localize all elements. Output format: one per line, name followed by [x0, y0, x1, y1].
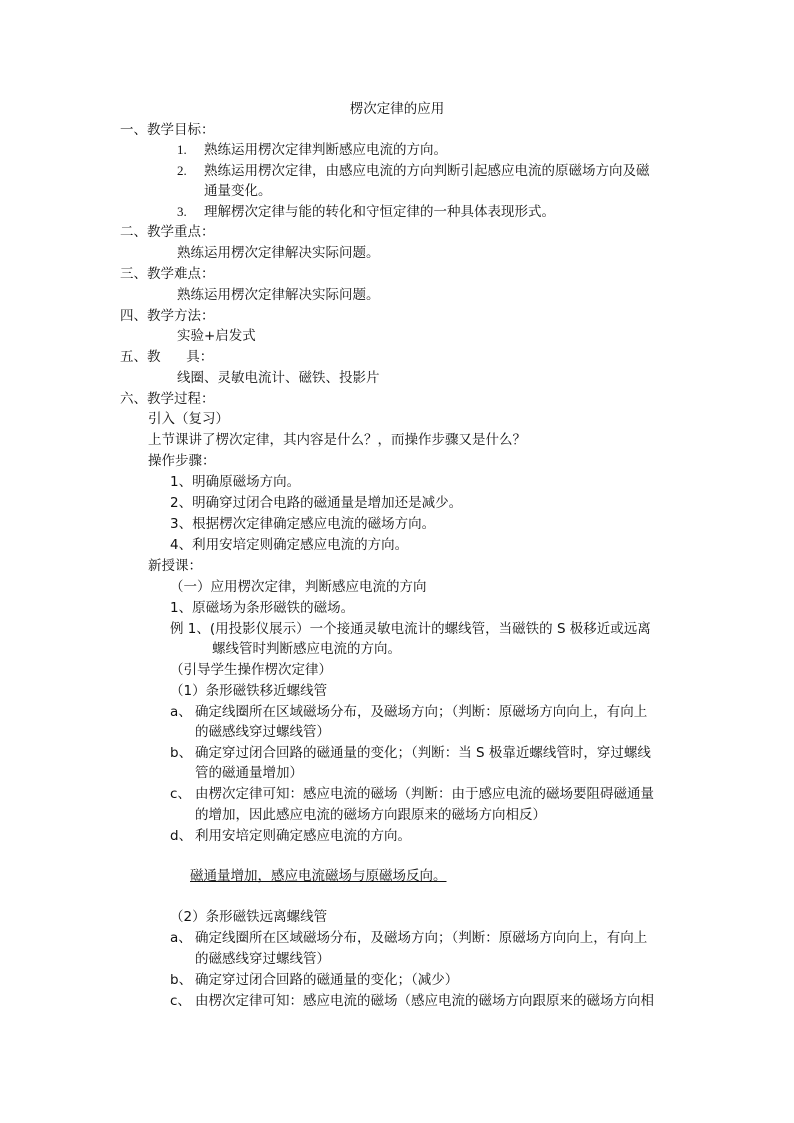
subcase-item-text: 由楞次定律可知：感应电流的磁场（感应电流的磁场方向跟原来的磁场方向相	[195, 993, 654, 1009]
subcase-item-mark: a、	[170, 704, 192, 720]
subcase-item-mark: a、	[170, 930, 192, 946]
subcase-item-mark: b、	[170, 972, 193, 988]
subcase-item-text: 确定穿过闭合回路的磁通量的变化；（判断：当 S 极靠近螺线管时，穿过螺线	[195, 745, 651, 761]
step-item: 1、明确原磁场方向。	[170, 474, 301, 490]
case-one-heading: 1、原磁场为条形磁铁的磁场。	[170, 600, 355, 616]
subcase-item-mark: d、	[170, 828, 193, 844]
subcase-item-text: 确定线圈所在区域磁场分布，及磁场方向；（判断：原磁场方向向上，有向上	[195, 930, 648, 946]
objective-text-continued: 通量变化。	[204, 183, 272, 199]
tools-text: 线圈、灵敏电流计、磁铁、投影片	[177, 370, 380, 386]
section-process-heading: 六、教学过程：	[120, 391, 215, 407]
section-difficulty-heading: 三、教学难点：	[120, 266, 215, 282]
subcase-item-text: 确定线圈所在区域磁场分布，及磁场方向；（判断：原磁场方向向上，有向上	[195, 704, 648, 720]
objective-text: 熟练运用楞次定律判断感应电流的方向。	[204, 142, 447, 158]
section-objectives-heading: 一、教学目标：	[120, 122, 215, 138]
subcase-item-text-continued: 管的磁通量增加）	[195, 765, 303, 781]
subcase-item-mark: c、	[170, 786, 191, 802]
subcase-item-text-continued: 的磁感线穿过螺线管）	[195, 724, 330, 740]
review-question: 上节课讲了楞次定律，其内容是什么？，而操作步骤又是什么？	[148, 432, 526, 448]
key-point-text: 熟练运用楞次定律解决实际问题。	[177, 245, 380, 261]
summary-conclusion: 磁通量增加，感应电流磁场与原磁场反向。	[190, 868, 447, 884]
subcase-item-text-continued: 的增加，因此感应电流的磁场方向跟原来的磁场方向相反）	[195, 807, 546, 823]
part-one-heading: （一）应用楞次定律，判断感应电流的方向	[170, 579, 427, 595]
document-title: 楞次定律的应用	[349, 101, 445, 117]
difficulty-text: 熟练运用楞次定律解决实际问题。	[177, 287, 380, 303]
subcase-item-text: 利用安培定则确定感应电流的方向。	[195, 828, 411, 844]
subcase-item-text: 确定穿过闭合回路的磁通量的变化；（减少）	[195, 972, 459, 988]
method-text: 实验+启发式	[177, 328, 256, 344]
subcase-two-heading: （2）条形磁铁远离螺线管	[170, 909, 328, 925]
intro-label: 引入（复习）	[148, 411, 229, 427]
section-key-point-heading: 二、教学重点：	[120, 224, 215, 240]
new-lesson-label: 新授课：	[148, 558, 202, 574]
subcase-item-mark: b、	[170, 745, 193, 761]
subcase-one-heading: （1）条形磁铁移近螺线管	[170, 683, 328, 699]
objective-number: 3.	[177, 204, 187, 219]
section-tools-heading: 五、教 具：	[120, 349, 214, 365]
objective-number: 1.	[177, 142, 187, 157]
subcase-item-text: 由楞次定律可知：感应电流的磁场（判断：由于感应电流的磁场要阻碍磁通量	[195, 786, 654, 802]
example-one-text-continued: 螺线管时判断感应电流的方向。	[212, 641, 401, 657]
step-item: 4、利用安培定则确定感应电流的方向。	[170, 537, 409, 553]
guide-note: （引导学生操作楞次定律）	[170, 662, 332, 678]
subcase-item-text-continued: 的磁感线穿过螺线管）	[195, 951, 330, 967]
subcase-item-mark: c、	[170, 993, 191, 1009]
objective-text: 熟练运用楞次定律，由感应电流的方向判断引起感应电流的原磁场方向及磁	[204, 163, 650, 179]
step-item: 2、明确穿过闭合电路的磁通量是增加还是减少。	[170, 495, 463, 511]
step-item: 3、根据楞次定律确定感应电流的磁场方向。	[170, 516, 436, 532]
objective-number: 2.	[177, 163, 187, 178]
section-method-heading: 四、教学方法：	[120, 308, 215, 324]
steps-label: 操作步骤：	[148, 453, 216, 469]
objective-text: 理解楞次定律与能的转化和守恒定律的一种具体表现形式。	[204, 204, 555, 220]
example-one-text: 例 1、(用投影仪展示）一个接通灵敏电流计的螺线管，当磁铁的 S 极移近或远离	[170, 621, 651, 637]
